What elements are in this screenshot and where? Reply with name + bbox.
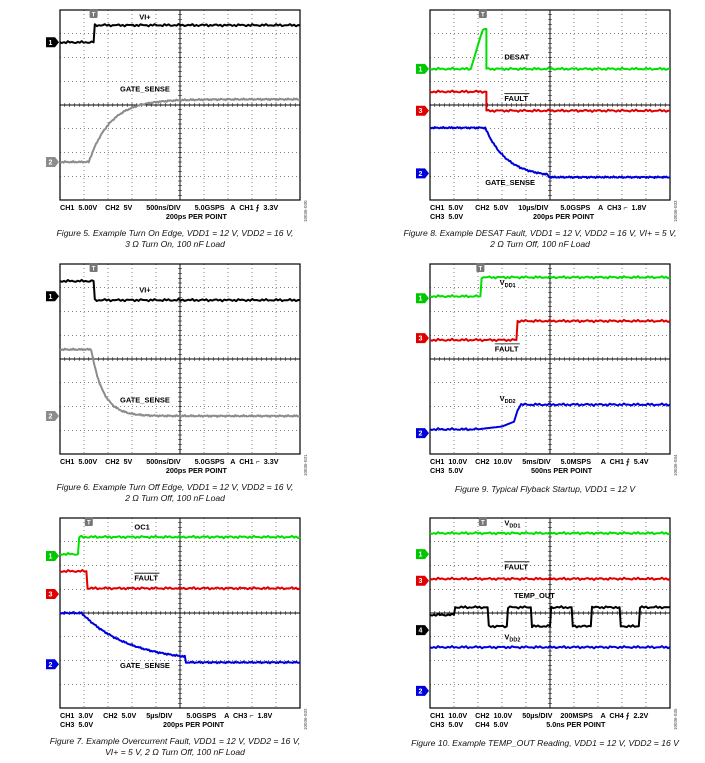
scope-settings-fig5 — [60, 204, 278, 221]
settings-line: CH1 3.0V CH2 5.0V 5µs/DIV 5.0GSPS A CH3 ⌐ 1.8V — [60, 711, 273, 720]
trace-label: FAULT — [494, 344, 519, 354]
settings-line: CH1 5.00V CH2 5V 500ns/DIV 5.0GSPS A CH1 ⨍ 3.3V — [60, 203, 279, 212]
svg-text:1: 1 — [48, 553, 53, 561]
caption-line: Figure 9. Typical Flyback Startup, VDD1 = 12 V — [454, 484, 636, 494]
trace-label: $V_{DD1}$ — [499, 277, 516, 289]
scope-settings-fig10 — [430, 712, 648, 729]
figure-8 — [400, 8, 680, 253]
scope-plot-fig6 — [30, 262, 310, 467]
figure-code-fig8: 10036-033 — [673, 200, 678, 222]
trace-label: FAULT — [504, 562, 529, 572]
trigger-marker-icon — [90, 263, 98, 273]
channel-marker-icon — [416, 64, 429, 74]
trace-label: $V_{DD2}$ — [499, 393, 516, 405]
caption-line: Figure 8. Example DESAT Fault, VDD1 = 12 V, VDD2 = 16 V, VI+ = 5 V, — [403, 228, 677, 238]
trigger-marker-icon — [476, 263, 484, 273]
channel-marker-icon — [416, 333, 429, 343]
caption-line: Figure 10. Example TEMP_OUT Reading, VDD1 = 12 V, VDD2 = 16 V — [411, 738, 679, 748]
svg-text:T: T — [86, 520, 91, 527]
channel-marker-icon — [416, 168, 429, 178]
trigger-marker-icon — [479, 517, 487, 527]
svg-text:1: 1 — [418, 551, 423, 559]
settings-line: CH3 5.0V 200ps PER POINT — [430, 211, 595, 221]
figure-9 — [400, 262, 680, 507]
svg-text:2: 2 — [48, 159, 53, 167]
scope-settings-fig6 — [60, 458, 279, 475]
settings-line: CH1 10.0V CH2 10.0V 50µs/DIV 200MSPS A CH4 ⨍ 2.2V — [430, 711, 649, 720]
svg-text:2: 2 — [418, 688, 423, 696]
caption-line: Figure 6. Example Turn Off Edge, VDD1 = 12 V, VDD2 = 16 V, — [56, 482, 294, 492]
figure-5 — [30, 8, 310, 253]
svg-text:2: 2 — [418, 170, 423, 178]
scope-settings-fig7 — [60, 712, 272, 729]
svg-text:3: 3 — [418, 108, 423, 116]
settings-line: CH3 5.0V 500ns PER POINT — [430, 465, 593, 475]
settings-line: 200ps PER POINT — [60, 211, 227, 221]
trace-label: TEMP_OUT — [514, 590, 555, 600]
trace-label: VI+ — [139, 285, 151, 295]
settings-line: CH1 5.0V CH2 5.0V 10µs/DIV 5.0GSPS A CH3 ⌐ 1.8V — [430, 203, 647, 212]
scope-plot-fig8 — [400, 8, 680, 213]
scope-settings-fig8 — [430, 204, 646, 221]
figure-6 — [30, 262, 310, 507]
figure-code-fig10: 10036-035 — [673, 708, 678, 730]
trace-label: FAULT — [134, 573, 159, 583]
channel-marker-icon — [46, 411, 59, 421]
figure-code-fig7: 10036-032 — [303, 708, 308, 730]
channel-marker-icon — [46, 551, 59, 561]
caption-fig9 — [400, 484, 690, 495]
trace-label: DESAT — [504, 52, 530, 62]
caption-line: 2 Ω Turn Off, 100 nF Load — [125, 492, 225, 503]
caption-fig6 — [30, 482, 320, 503]
trace-label: GATE_SENSE — [120, 661, 170, 671]
settings-line: CH3 5.0V 200ps PER POINT — [60, 719, 225, 729]
svg-text:1: 1 — [48, 39, 53, 47]
scope-plot-fig10 — [400, 516, 680, 721]
trace-label: GATE_SENSE — [485, 177, 536, 187]
figure-code-fig6: 10036-031 — [303, 454, 308, 476]
figure-code-fig9: 10036-034 — [673, 454, 678, 476]
caption-fig7 — [30, 736, 320, 757]
svg-text:T: T — [478, 266, 483, 273]
channel-marker-icon — [416, 293, 429, 303]
trace-label: OC1 — [134, 522, 150, 532]
caption-fig10 — [390, 738, 700, 749]
caption-line: 2 Ω Turn Off, 100 nF Load — [490, 238, 590, 249]
trigger-marker-icon — [479, 9, 487, 19]
svg-text:3: 3 — [418, 578, 423, 586]
channel-marker-icon — [416, 576, 429, 586]
figure-code-fig5: 10036-030 — [303, 200, 308, 222]
trigger-marker-icon — [85, 517, 93, 527]
trigger-marker-icon — [90, 9, 98, 19]
svg-text:1: 1 — [418, 66, 423, 74]
channel-marker-icon — [416, 106, 429, 116]
settings-line: CH1 10.0V CH2 10.0V 5ms/DIV 5.0MSPS A CH1 ⨍ 5.4V — [430, 457, 649, 466]
caption-fig5 — [30, 228, 320, 249]
channel-marker-icon — [46, 37, 59, 47]
svg-text:1: 1 — [48, 293, 53, 301]
channel-marker-icon — [416, 686, 429, 696]
scope-plot-fig9 — [400, 262, 680, 467]
trace-label: VI+ — [139, 12, 151, 22]
scope-plot-fig7 — [30, 516, 310, 721]
svg-text:T: T — [91, 266, 96, 273]
svg-text:3: 3 — [48, 591, 53, 599]
svg-text:4: 4 — [418, 627, 423, 635]
trace-label: $V_{DD2}$ — [504, 632, 521, 644]
figure-10 — [400, 516, 680, 761]
trace-label: GATE_SENSE — [120, 395, 170, 405]
svg-text:T: T — [480, 520, 485, 527]
trace-label: FAULT — [504, 94, 529, 104]
svg-text:T: T — [480, 12, 485, 19]
svg-text:1: 1 — [418, 295, 423, 303]
channel-marker-icon — [46, 291, 59, 301]
svg-text:T: T — [91, 12, 96, 19]
channel-marker-icon — [46, 659, 59, 669]
svg-text:2: 2 — [418, 430, 423, 438]
settings-line: 200ps PER POINT — [60, 465, 227, 475]
settings-line: CH1 5.00V CH2 5V 500ns/DIV 5.0GSPS A CH1 ⌐ 3.3V — [60, 457, 279, 466]
channel-marker-icon — [416, 549, 429, 559]
caption-line: Figure 5. Example Turn On Edge, VDD1 = 12 V, VDD2 = 16 V, — [56, 228, 294, 238]
svg-text:2: 2 — [48, 661, 53, 669]
svg-text:2: 2 — [48, 413, 53, 421]
caption-line: 3 Ω Turn On, 100 nF Load — [125, 238, 225, 249]
channel-marker-icon — [46, 589, 59, 599]
settings-line: CH3 5.0V CH4 5.0V 5.0ns PER POINT — [430, 719, 606, 729]
figure-7 — [30, 516, 310, 761]
svg-text:3: 3 — [418, 335, 423, 343]
scope-plot-fig5 — [30, 8, 310, 213]
caption-fig8 — [380, 228, 700, 249]
channel-marker-icon — [46, 157, 59, 167]
channel-marker-icon — [416, 625, 429, 635]
trace-label: GATE_SENSE — [120, 84, 170, 94]
trace-label: $V_{DD1}$ — [504, 518, 521, 530]
scope-settings-fig9 — [430, 458, 649, 475]
channel-marker-icon — [416, 428, 429, 438]
caption-line: VI+ = 5 V, 2 Ω Turn Off, 100 nF Load — [105, 746, 245, 757]
caption-line: Figure 7. Example Overcurrent Fault, VDD1 = 12 V, VDD2 = 16 V, — [49, 736, 301, 746]
